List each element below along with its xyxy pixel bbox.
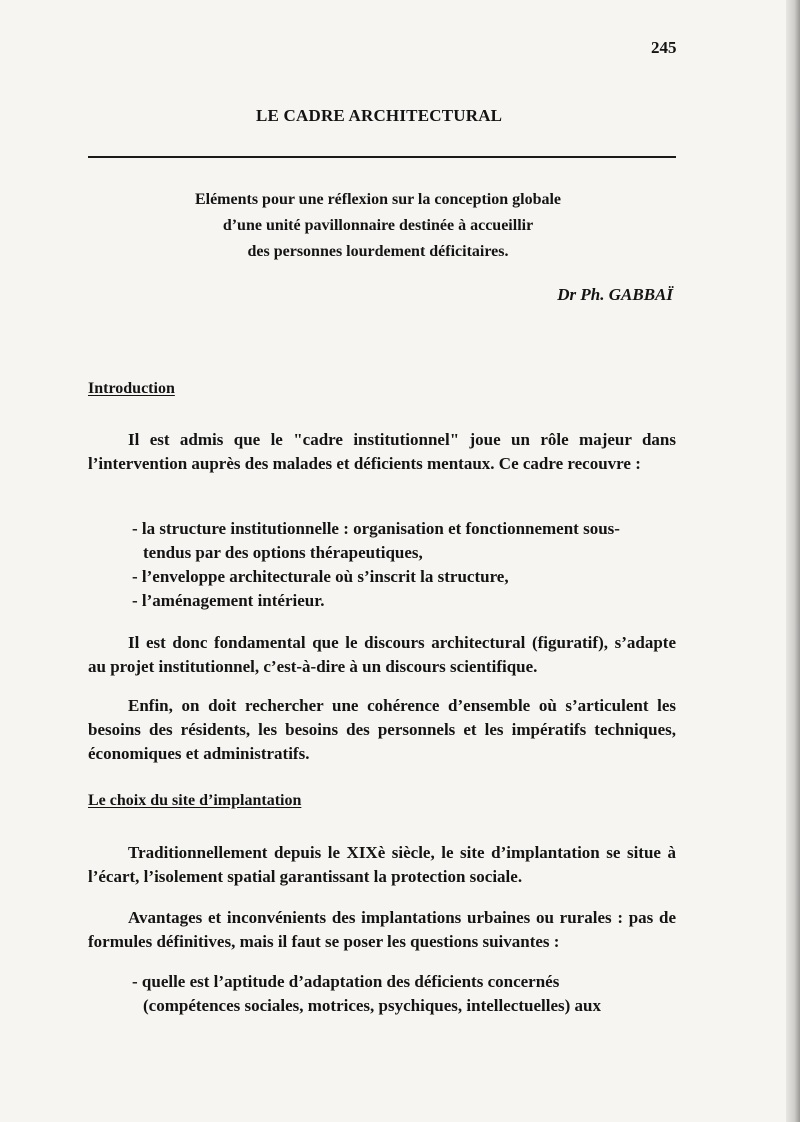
list-item-text: - la structure institutionnelle : organisation et fonctionnement sous-: [132, 519, 620, 538]
paragraph-text: Enfin, on doit rechercher une cohérence d’ensemble où s’articulent les besoins des résidents, les besoins des personnels et les impératifs techniques, économiques et administratifs.: [88, 696, 676, 763]
list-item-text: (compétences sociales, motrices, psychiques, intellectuelles) aux: [143, 996, 601, 1015]
paragraph: [88, 906, 676, 954]
list-item-text: - quelle est l’aptitude d’adaptation des déficients concernés: [132, 972, 560, 991]
bullet-list: [132, 970, 677, 1018]
title-rule: [88, 156, 676, 158]
article-title: LE CADRE ARCHITECTURAL: [256, 106, 503, 125]
paragraph-text: Il est admis que le "cadre institutionnel" joue un rôle majeur dans l’intervention auprès des malades et déficients mentaux. Ce cadre recouvre :: [88, 430, 676, 473]
list-item: - l’enveloppe architecturale où s’inscrit la structure,: [132, 567, 509, 586]
bullet-list: [132, 517, 677, 613]
section-heading-site: Le choix du site d’implantation: [88, 792, 302, 809]
paragraph: [88, 694, 676, 766]
author: Dr Ph. GABBAÏ: [557, 285, 673, 304]
subtitle-line: des personnes lourdement déficitaires.: [247, 243, 509, 260]
list-item: [132, 970, 677, 1018]
section-heading-introduction: Introduction: [88, 380, 175, 397]
paragraph: [88, 841, 676, 889]
paragraph-text: Traditionnellement depuis le XIXè siècle, le site d’implantation se situe à l’écart, l’isolement spatial garantissant la protection sociale.: [88, 843, 676, 886]
paragraph: [88, 631, 676, 679]
article-subtitle: [140, 187, 616, 265]
subtitle-line: Eléments pour une réflexion sur la conception globale: [194, 191, 562, 208]
list-item: - l’aménagement intérieur.: [132, 591, 325, 610]
paragraph-text: Il est donc fondamental que le discours architectural (figuratif), s’adapte au projet institutionnel, c’est-à-dire à un discours scientifique.: [88, 633, 676, 676]
subtitle-line: d’une unité pavillonnaire destinée à accueillir: [222, 217, 534, 234]
page-edge: [786, 0, 800, 1122]
page-number: 245: [651, 38, 677, 57]
paragraph: [88, 428, 676, 476]
list-item-text: tendus par des options thérapeutiques,: [143, 543, 423, 562]
paragraph-text: Avantages et inconvénients des implantations urbaines ou rurales : pas de formules définitives, mais il faut se poser les questions suivantes :: [88, 908, 676, 951]
list-item: [132, 517, 677, 565]
